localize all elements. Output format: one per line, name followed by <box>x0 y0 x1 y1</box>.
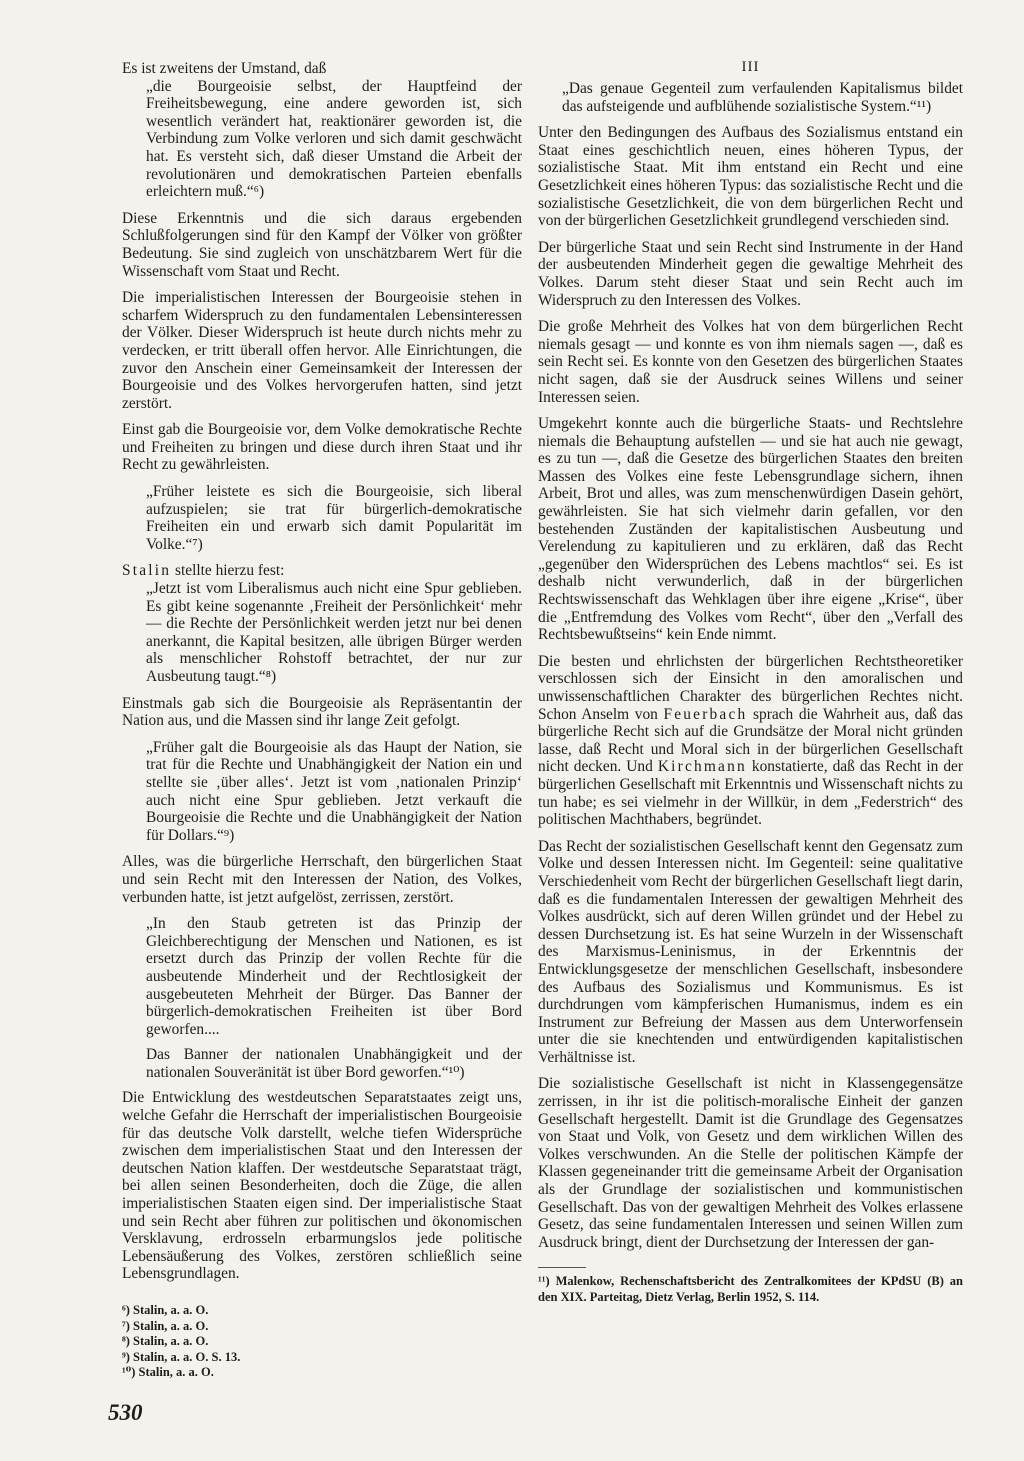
quote-liberalism: „Jetzt ist vom Liberalismus auch nicht eine Spur geblieben. Es gibt keine sogenannte ‚Freiheit der Persönlichkeit‘ mehr — die Rechte der Persönlichkeit werden jetzt nur bei denen anerkannt, die Kapital besitzen, alle übrigen Bürger werden als menschlicher Rohstoff betrachtet, der nur zur Ausbeutung taugt.“⁸) <box>146 580 522 685</box>
footnote: ¹⁰) Stalin, a. a. O. <box>122 1365 214 1379</box>
paragraph-feuerbach-kirchmann <box>538 653 963 829</box>
footnote: ⁸) Stalin, a. a. O. <box>122 1334 209 1348</box>
paragraph: Der bürgerliche Staat und sein Recht sind Instrumente in der Hand der ausbeutenden Minderheit gegen die gewaltige Mehrheit des Volkes. Darum steht dieser Staat und sein Recht auch im Widerspruch zu den Interessen des Volkes. <box>538 238 963 309</box>
footnote-divider <box>538 1267 586 1268</box>
paragraph: Das Recht der sozialistischen Gesellschaft kennt den Gegensatz zum Volke und dessen Interessen nicht. Im Gegenteil: seine qualitative Verschiedenheit vom Recht der bürgerlichen Gesellschaft liegt darin, daß es die fundamentalen Interessen der gewaltigen Mehrheit des Volkes ausdrückt, sich auf deren Willen gründet und der Hebel zu dessen Durchsetzung ist. Es hat seine Wurzeln in der Wissenschaft des Marxismus-Leninismus, in der Erkenntnis der Entwicklungsgesetze der menschlichen Gesellschaft, insbesondere des Aufbaus des Sozialismus und Kommunismus. Es ist durchdrungen vom kämpferischen Humanismus, indem es ein Instrument zur Befreiung der Massen aus dem Unterworfensein unter die sie knechtenden und entwürdigenden kapitalistischen Verhältnisse ist. <box>538 837 963 1066</box>
paragraph: Unter den Bedingungen des Aufbaus des Sozialismus entstand ein Staat eines geschichtlich neuen, eines höheren Typus, der sozialistische Staat. Mit ihm entstand ein Recht und eine Gesetzlichkeit eines höheren Typus: das sozialistische Recht und die sozialistische Gesetzlichkeit, die von dem bürgerlichen Recht und von der bürgerlichen Gesetzlichkeit grundlegend verschieden sind. <box>538 124 963 230</box>
quote-sovereignty: Das Banner der nationalen Unabhängigkeit und der nationalen Souveränität ist über Bord geworfen.“¹⁰) <box>146 1046 522 1081</box>
author-name-feuerbach: Feuerbach <box>663 705 748 723</box>
paragraph: Umgekehrt konnte auch die bürgerliche Staats- und Rechtslehre niemals die Behauptung aufstellen — und sie hat auch nie gewagt, es zu tun —, daß die Gesetze des bürgerlichen Staates den breiten Massen des Volkes eine feste Lebensgrundlage sichern, ihnen Arbeit, Brot und alles, was zum menschenwürdigen Dasein gehört, gewährleisten. Sie hat sich vielmehr darin gefallen, vor den bestehenden Zuständen der kapitalistischen Ausbeutung und Verelendung zu kapitulieren und zu erklären, daß das Recht „gegenüber den Widersprüchen des Lebens machtlos“ sei. Es ist deshalb nicht verwunderlich, daß in der bürgerlichen Rechtswissenschaft das Wehklagen über ihre eigene „Krise“, über die „Entfremdung des Volkes vom Recht“, über den „Verfall des Rechtsbewußtseins“ kein Ende nimmt. <box>538 415 963 644</box>
quote-liberal: „Früher leistete es sich die Bourgeoisie, sich liberal aufzuspielen; sie trat für bürgerlich-demokratische Freiheiten ein und erwarb sich damit Popularität im Volke.“⁷) <box>146 483 522 553</box>
quote-equality: „In den Staub getreten ist das Prinzip der Gleichberechtigung der Menschen und Nationen, es ist ersetzt durch das Prinzip der vollen Rechte für die ausbeutende Minderheit und der Rechtlosigkeit der ausgebeuteten Mehrheit der Bürger. Das Banner der bürgerlich-demokratischen Freiheiten ist über Bord geworfen.... <box>146 915 522 1038</box>
paragraph: Die imperialistischen Interessen der Bourgeoisie stehen in scharfem Widerspruch zu den fundamentalen Lebensinteressen der Völker. Dieser Widerspruch ist heute durch nichts mehr zu verdecken, er tritt überall offen hervor. Alle Einrichtungen, die zuvor den Anschein einer Gemeinsamkeit der Interessen der Bourgeoisie und des Volkes hervorgerufen hatten, sind jetzt zerstört. <box>122 289 522 412</box>
paragraph: Die große Mehrheit des Volkes hat von dem bürgerlichen Recht niemals gesagt — und konnte es von ihm niemals sagen —, daß es sein Recht sei. Es konnte von den Gesetzen des bürgerlichen Staates nicht sagen, daß sie der Ausdruck seines Willens und seiner Interessen seien. <box>538 318 963 406</box>
paragraph: Die Entwicklung des westdeutschen Separatstaates zeigt uns, welche Gefahr die Herrschaft der imperialistischen Bourgeoisie für das deutsche Volk darstellt, welche tiefen Widersprüche zwischen dem imperialistischen Staat und den Interessen der deutschen Nation klaffen. Der westdeutsche Separatstaat trägt, bei allen seinen Besonderheiten, doch die Züge, die allen imperialistischen Staaten eigen sind. Der imperialistische Staat und sein Recht aber führen zur politischen und ökonomischen Versklavung, erdrosseln erbarmungslos jede politische Lebensäußerung des Volkes, zerstören schließlich seine Lebensgrundlagen. <box>122 1089 522 1283</box>
paragraph: Alles, was die bürgerliche Herrschaft, den bürgerlichen Staat und sein Recht mit den Interessen der Nation, des Volkes, verbunden hatte, ist jetzt aufgelöst, zerrissen, zerstört. <box>122 853 522 906</box>
text-run: sprach die Wahrheit aus, daß das bürgerliche Recht sich auf die Grundsätze der Moral nicht gründen lasse, daß Recht und Moral sich in der bürgerlichen Gesellschaft nicht decken. Und <box>538 705 963 776</box>
footnote: ¹¹) Malenkow, Rechenschaftsbericht des Zentralkomitees der KPdSU (B) an den XIX. Parteitag, Dietz Verlag, Berlin 1952, S. 114. <box>538 1274 963 1304</box>
paragraph: Diese Erkenntnis und die sich daraus ergebenden Schlußfolgerungen sind für den Kampf der Völker von größter Bedeutung. Sie sind zugleich von unschätzbarem Wert für die Wissenschaft vom Staat und Recht. <box>122 209 522 280</box>
quote-bourgeoisie-changed: „die Bourgeoisie selbst, der Hauptfeind der Freiheitsbewegung, eine andere geworden ist, sich wesentlich verändert hat, reaktionärer geworden ist, die Verbindung zum Volke verloren und sich damit geschwächt hat. Es versteht sich, daß dieser Umstand die Arbeit der revolutionären und demokratischen Parteien ebenfalls erleichtern muß.“⁶) <box>146 77 522 201</box>
footnote: ⁹) Stalin, a. a. O. S. 13. <box>122 1349 241 1364</box>
section-heading: III <box>741 59 760 75</box>
text-run: Die besten und ehrlichsten der bürgerlichen Rechtstheoretiker verschlossen sich der Einsicht in den amoralischen und unwissenschaftlichen Charakter des bürgerlichen Rechtes nicht. Schon Anselm von <box>538 652 963 723</box>
footnote: ⁶) Stalin, a. a. O. <box>122 1303 209 1317</box>
paragraph: Einst gab die Bourgeoisie vor, dem Volke demokratische Rechte und Freiheiten zu bringen und diese durch ihren Staat und ihr Recht zu gewährleisten. <box>122 421 522 474</box>
author-name-stalin: Stalin <box>122 562 172 580</box>
paragraph: Einstmals gab sich die Bourgeoisie als Repräsentantin der Nation aus, und die Massen sind ihr lange Zeit gefolgt. <box>122 694 522 730</box>
paragraph-stalin-intro <box>122 562 522 580</box>
right-column <box>538 60 963 1305</box>
text-run: konstatierte, daß das Recht in der bürgerlichen Gesellschaft mit Erkenntnis und Wissenschaft nichts zu tun habe; es sei vielmehr in der Willkür, in dem „Federstrich“ des politischen Machthabers, begründet. <box>538 758 964 829</box>
intro-rest: stellte hierzu fest: <box>171 562 285 580</box>
footnote: ⁷) Stalin, a. a. O. <box>122 1318 209 1333</box>
footnotes-left <box>122 1303 522 1381</box>
quote-nation: „Früher galt die Bourgeoisie als das Haupt der Nation, sie trat für die Rechte und Unabhängigkeit der Nation ein und stellte sie ‚über alles‘. Jetzt ist vom ‚nationalen Prinzip‘ auch nicht eine Spur geblieben. Jetzt verkauft die Bourgeoisie die Rechte und die Unabhängigkeit der Nation für Dollars.“⁹) <box>146 738 522 844</box>
page-number: 530 <box>108 1400 143 1425</box>
paragraph: Die sozialistische Gesellschaft ist nicht in Klassengegensätze zerrissen, in ihr ist die politisch-moralische Einheit der ganzen Gesellschaft hergestellt. Damit ist die Grundlage des Gegensatzes von Staat und Volk, von Gesetz und dem wirklichen Willen des Volkes verschwunden. An die Stelle der politischen Kämpfe der Klassen gegeneinander tritt die gemeinsame Arbeit der Organisation als der Grundlage der sozialistischen und kommunistischen Gesellschaft. Das von der gewaltigen Mehrheit des Volkes erlassene Gesetz, das seine fundamentalen Interessen und seinen Willen zum Ausdruck bringt, dient der Durchsetzung der Interessen der gan- <box>538 1075 963 1251</box>
left-column <box>122 60 522 1381</box>
paragraph-intro: Es ist zweitens der Umstand, daß <box>122 60 327 77</box>
author-name-kirchmann: Kirchmann <box>657 758 747 776</box>
quote-socialist-system: „Das genaue Gegenteil zum verfaulenden Kapitalismus bildet das aufsteigende und aufblühende sozialistische System.“¹¹) <box>562 80 963 115</box>
